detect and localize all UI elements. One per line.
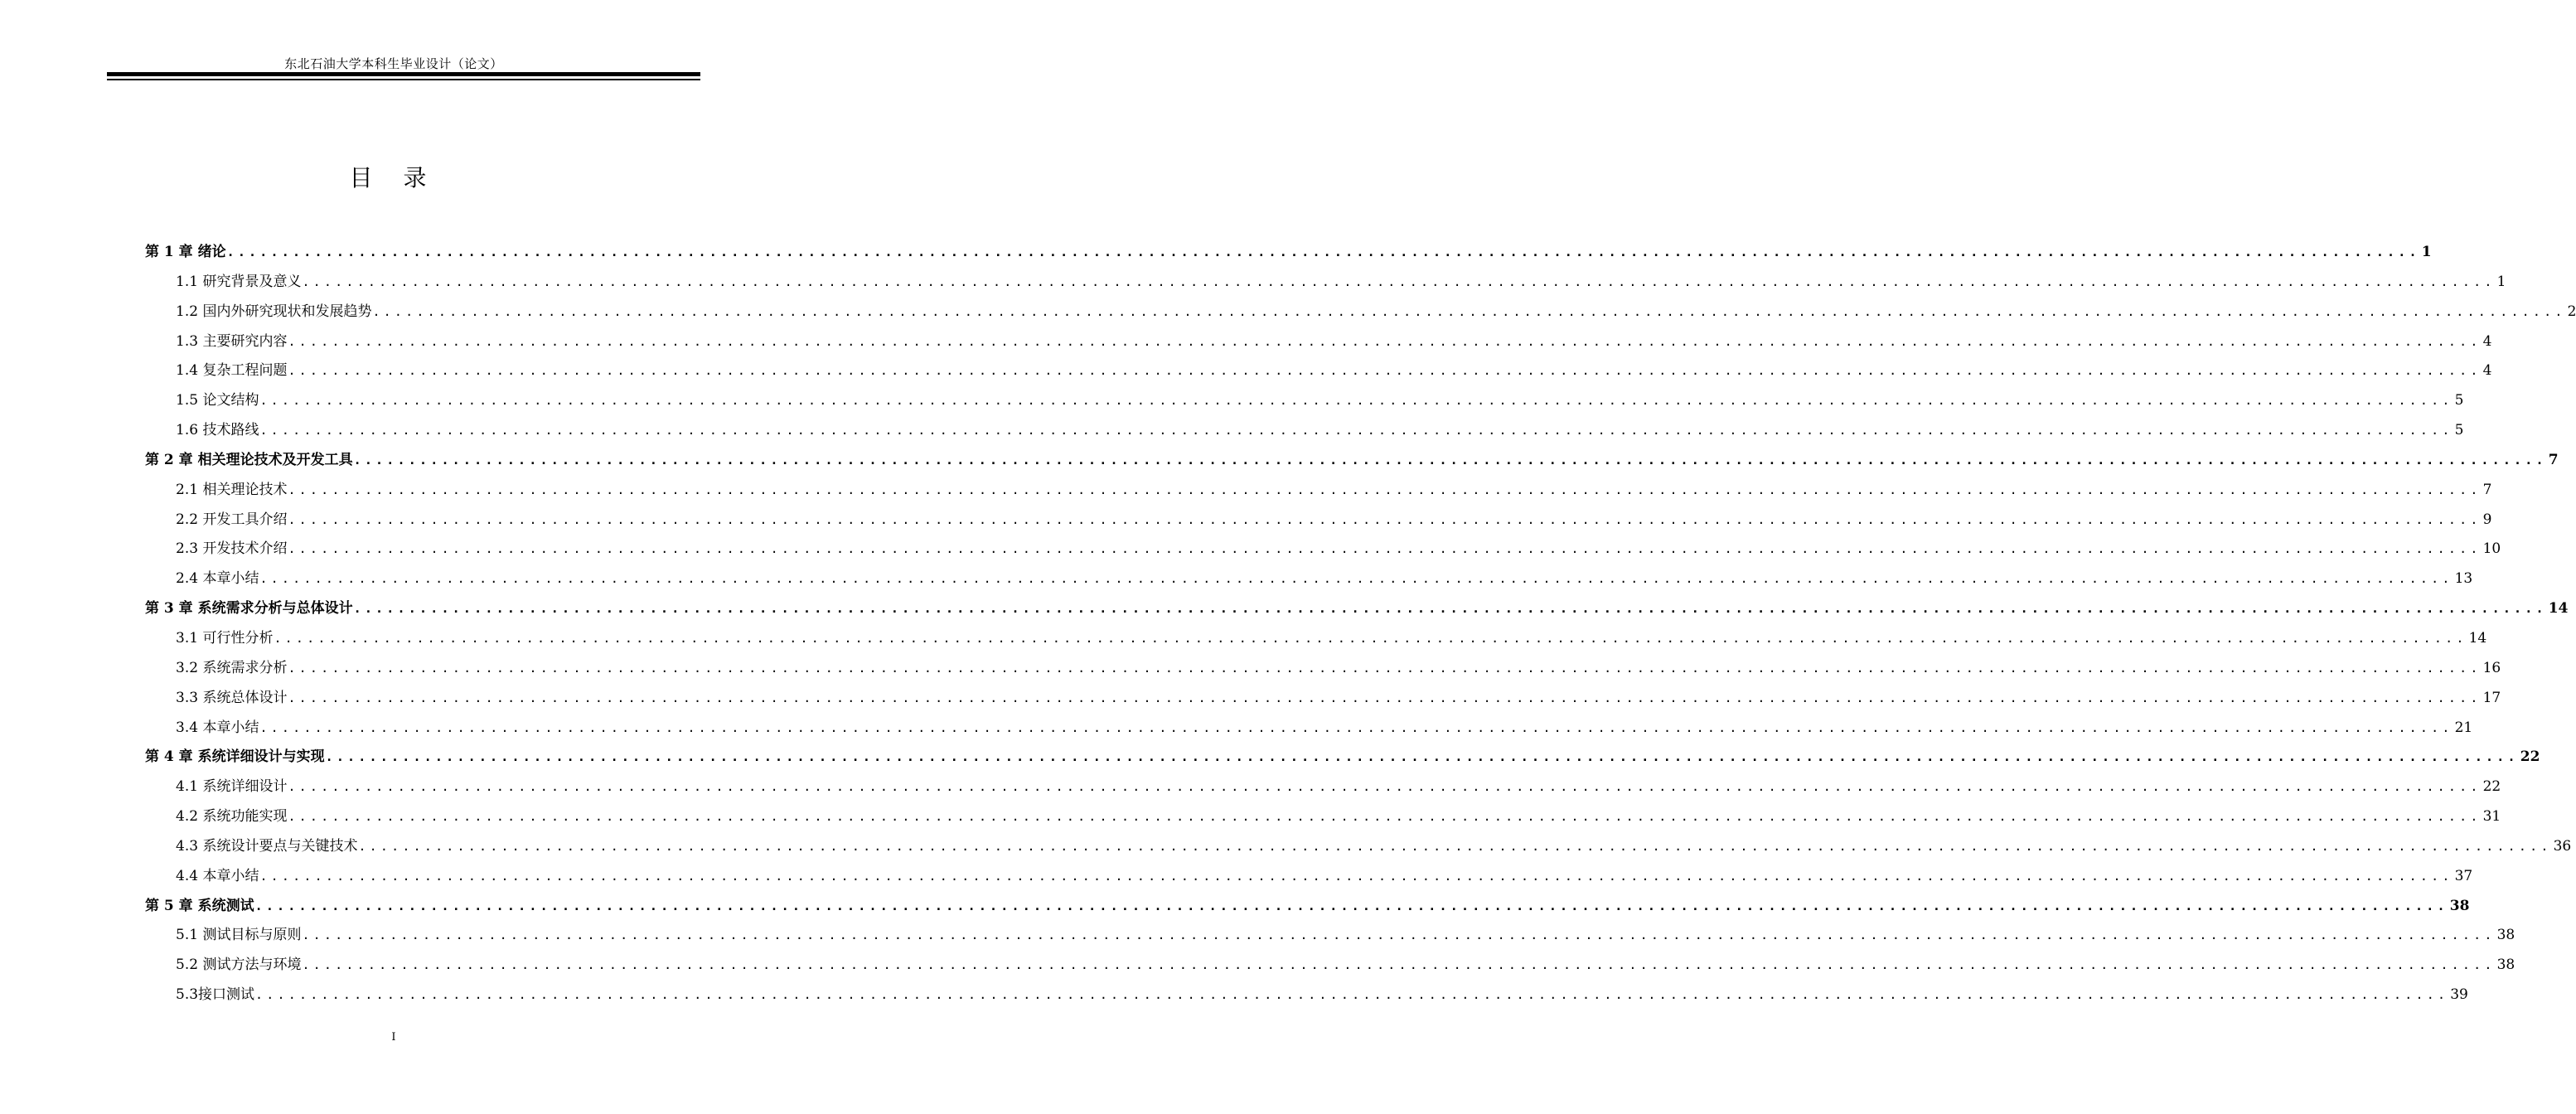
toc-entry-label: 5.1 测试目标与原则 [176,927,302,944]
toc-dot-leader: ........................................................................................................................................................................................................ [259,571,2453,587]
toc-entry-page: 38 [2449,897,2470,914]
header-rule-thin [107,79,700,80]
toc-entry-label: 第 2 章 相关理论技术及开发工具 [145,451,353,468]
toc-dot-leader: ........................................................................................................................................................................................................ [259,719,2453,735]
toc-entry-label: 第 1 章 绪论 [145,244,226,260]
toc-section-entry[interactable] [145,802,2501,832]
toc-dot-leader: ........................................................................................................................................................................................................ [255,987,2449,1003]
toc-section-entry[interactable] [145,298,2576,327]
toc-dot-leader: ........................................................................................................................................................................................................ [274,630,2467,646]
toc-chapter-entry[interactable] [145,892,2470,922]
toc-dot-leader: ........................................................................................................................................................................................................ [288,482,2482,497]
toc-dot-leader: ........................................................................................................................................................................................................ [288,541,2482,557]
toc-dot-leader: ........................................................................................................................................................................................................ [302,957,2496,973]
toc-entry-label: 1.3 主要研究内容 [176,332,288,350]
toc-section-entry[interactable] [145,624,2487,654]
toc-dot-leader: ........................................................................................................................................................................................................ [288,363,2482,379]
toc-dot-leader: ........................................................................................................................................................................................................ [259,393,2453,409]
toc-entry-label: 4.1 系统详细设计 [176,778,288,796]
toc-dot-leader: ........................................................................................................................................................................................................ [259,868,2453,884]
toc-section-entry[interactable] [145,654,2501,684]
toc-entry-page: 22 [2520,748,2540,766]
toc-entry-page: 1 [2496,273,2506,290]
toc-dot-leader: ........................................................................................................................................................................................................ [353,601,2547,617]
toc-dot-leader: ........................................................................................................................................................................................................ [325,749,2519,765]
toc-dot-leader: ........................................................................................................................................................................................................ [288,660,2482,676]
toc-section-entry[interactable] [145,773,2501,802]
toc-section-entry[interactable] [145,327,2492,357]
toc-entry-page: 14 [2468,629,2487,647]
toc-entry-label: 第 3 章 系统需求分析与总体设计 [145,600,353,618]
toc-dot-leader: ........................................................................................................................................................................................................ [288,511,2482,527]
toc-entry-label: 2.4 本章小结 [176,570,259,588]
running-header: 东北石油大学本科生毕业设计（论文） [284,56,503,71]
toc-dot-leader: ........................................................................................................................................................................................................ [259,423,2453,438]
toc-section-entry[interactable] [145,386,2464,416]
toc-chapter-entry[interactable] [145,743,2540,773]
toc-entry-page: 5 [2454,392,2464,409]
toc-dot-leader: ........................................................................................................................................................................................................ [353,452,2547,467]
toc-entry-label: 2.2 开发工具介绍 [176,511,288,528]
toc-entry-label: 2.1 相关理论技术 [176,481,288,498]
toc-entry-page: 13 [2454,570,2473,588]
toc-entry-page: 38 [2496,957,2515,974]
toc-section-entry[interactable] [145,506,2492,535]
toc-entry-label: 1.6 技术路线 [176,422,259,439]
toc-entry-page: 38 [2496,927,2515,944]
toc-entry-label: 4.4 本章小结 [176,867,259,884]
toc-dot-leader: ........................................................................................................................................................................................................ [288,779,2482,795]
toc-section-entry[interactable] [145,981,2468,1010]
toc-entry-page: 36 [2553,837,2572,855]
toc-dot-leader: ........................................................................................................................................................................................................ [372,303,2566,319]
toc-dot-leader: ........................................................................................................................................................................................................ [226,245,2420,259]
toc-dot-leader: ........................................................................................................................................................................................................ [254,898,2448,913]
toc-section-entry[interactable] [145,862,2473,892]
toc-entry-page: 39 [2450,986,2468,1004]
toc-entry-label: 1.5 论文结构 [176,392,259,409]
toc-section-entry[interactable] [145,921,2515,951]
toc-entry-label: 4.2 系统功能实现 [176,808,288,826]
toc-entry-label: 3.3 系统总体设计 [176,689,288,706]
toc-entry-label: 5.3接口测试 [176,986,255,1004]
toc-section-entry[interactable] [145,535,2501,564]
toc-entry-label: 第 4 章 系统详细设计与实现 [145,748,325,766]
toc-entry-page: 5 [2454,422,2464,439]
toc-entry-page: 37 [2454,867,2473,884]
toc-entry-label: 1.4 复杂工程问题 [176,362,288,380]
toc-entry-page: 9 [2482,511,2492,528]
toc-entry-page: 14 [2548,600,2569,618]
toc-section-entry[interactable] [145,714,2473,743]
toc-entry-page: 2 [2567,303,2576,320]
toc-chapter-entry[interactable] [145,594,2569,624]
toc-section-entry[interactable] [145,832,2572,862]
toc-dot-leader: ........................................................................................................................................................................................................ [288,809,2482,825]
toc-entry-label: 4.3 系统设计要点与关键技术 [176,837,358,855]
toc-chapter-entry[interactable] [145,446,2559,476]
toc-entry-label: 5.2 测试方法与环境 [176,957,302,974]
toc-entry-page: 10 [2482,540,2501,558]
toc-entry-page: 4 [2482,362,2492,380]
toc-entry-page: 1 [2421,244,2432,260]
toc-entry-label: 1.2 国内外研究现状和发展趋势 [176,303,372,320]
toc-dot-leader: ........................................................................................................................................................................................................ [288,333,2482,349]
toc-entry-page: 16 [2482,659,2501,676]
toc-entry-label: 1.1 研究背景及意义 [176,273,302,290]
toc-chapter-entry[interactable] [145,238,2432,268]
table-of-contents [145,238,2576,1010]
toc-dot-leader: ........................................................................................................................................................................................................ [302,274,2496,289]
toc-section-entry[interactable] [145,476,2492,506]
toc-dot-leader: ........................................................................................................................................................................................................ [288,690,2482,705]
page-number: I [391,1031,396,1044]
header-rule-thick [107,72,700,76]
toc-entry-label: 3.4 本章小结 [176,719,259,736]
toc-section-entry[interactable] [145,268,2506,298]
toc-entry-page: 17 [2482,689,2501,706]
toc-entry-page: 31 [2482,808,2501,826]
toc-section-entry[interactable] [145,416,2464,446]
toc-entry-label: 第 5 章 系统测试 [145,897,254,914]
toc-entry-page: 21 [2454,719,2473,736]
toc-section-entry[interactable] [145,951,2515,981]
toc-entry-label: 3.2 系统需求分析 [176,659,288,676]
toc-section-entry[interactable] [145,356,2492,386]
toc-entry-page: 4 [2482,332,2492,350]
toc-entry-page: 22 [2482,778,2501,796]
toc-dot-leader: ........................................................................................................................................................................................................ [358,838,2552,854]
toc-section-entry[interactable] [145,564,2473,594]
toc-entry-page: 7 [2482,481,2492,498]
toc-entry-label: 3.1 可行性分析 [176,629,274,647]
toc-section-entry[interactable] [145,684,2501,714]
toc-entry-label: 2.3 开发技术介绍 [176,540,288,558]
toc-title: 目 录 [349,164,438,191]
toc-entry-page: 7 [2548,451,2559,468]
toc-dot-leader: ........................................................................................................................................................................................................ [302,928,2496,943]
